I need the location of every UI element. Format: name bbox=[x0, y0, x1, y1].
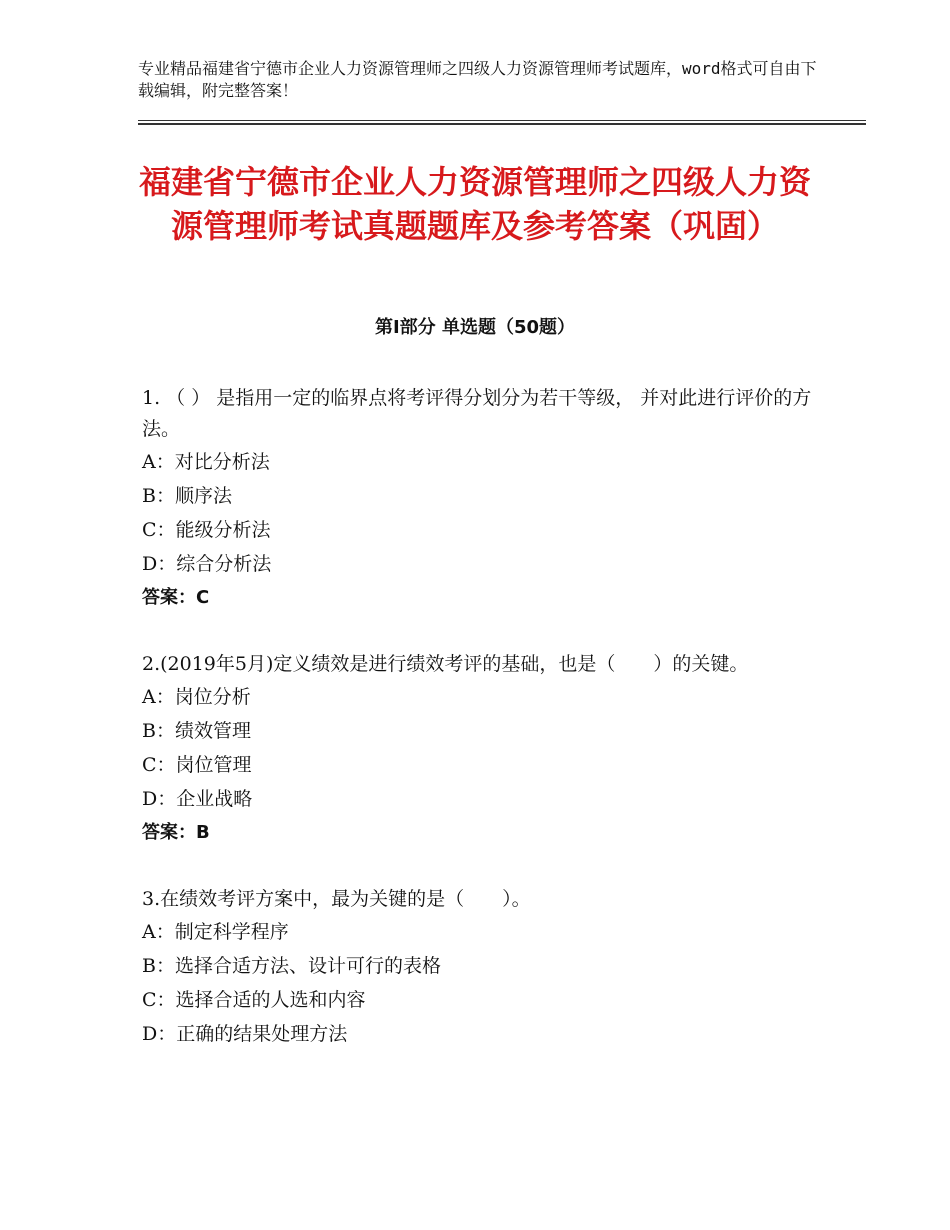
header-note: 专业精品福建省宁德市企业人力资源管理师之四级人力资源管理师考试题库，word格式可自由下载编辑，附完整答案！ bbox=[138, 59, 817, 100]
question-list bbox=[142, 383, 812, 1085]
option-c: C：能级分析法 bbox=[142, 519, 271, 541]
option-a: A：制定科学程序 bbox=[142, 921, 289, 943]
document-title: 福建省宁德市企业人力资源管理师之四级人力资源管理师考试真题题库及参考答案（巩固） bbox=[138, 163, 811, 245]
question-2 bbox=[142, 649, 812, 850]
option-b: B：选择合适方法、设计可行的表格 bbox=[142, 955, 441, 977]
option-c: C：岗位管理 bbox=[142, 754, 252, 776]
option-a: A：对比分析法 bbox=[142, 451, 270, 473]
section-title: 第Ⅰ部分 单选题（50题） bbox=[374, 317, 575, 338]
header-divider bbox=[138, 120, 866, 125]
option-d: D：正确的结果处理方法 bbox=[142, 1023, 348, 1045]
option-b: B：绩效管理 bbox=[142, 720, 251, 742]
answer-line: 答案：B bbox=[142, 822, 210, 843]
question-stem: 1. （ ） 是指用一定的临界点将考评得分划分为若干等级， 并对此进行评价的方法。 bbox=[142, 387, 812, 440]
option-a: A：岗位分析 bbox=[142, 686, 251, 708]
option-c: C：选择合适的人选和内容 bbox=[142, 989, 366, 1011]
option-d: D：综合分析法 bbox=[142, 553, 272, 575]
answer-line: 答案：C bbox=[142, 587, 210, 608]
option-d: D：企业战略 bbox=[142, 788, 253, 810]
question-stem: 2.(2019年5月)定义绩效是进行绩效考评的基础，也是（ ）的关键。 bbox=[142, 653, 749, 675]
question-1 bbox=[142, 383, 812, 615]
question-stem: 3.在绩效考评方案中，最为关键的是（ ）。 bbox=[142, 888, 531, 910]
question-3 bbox=[142, 884, 812, 1051]
option-b: B：顺序法 bbox=[142, 485, 232, 507]
